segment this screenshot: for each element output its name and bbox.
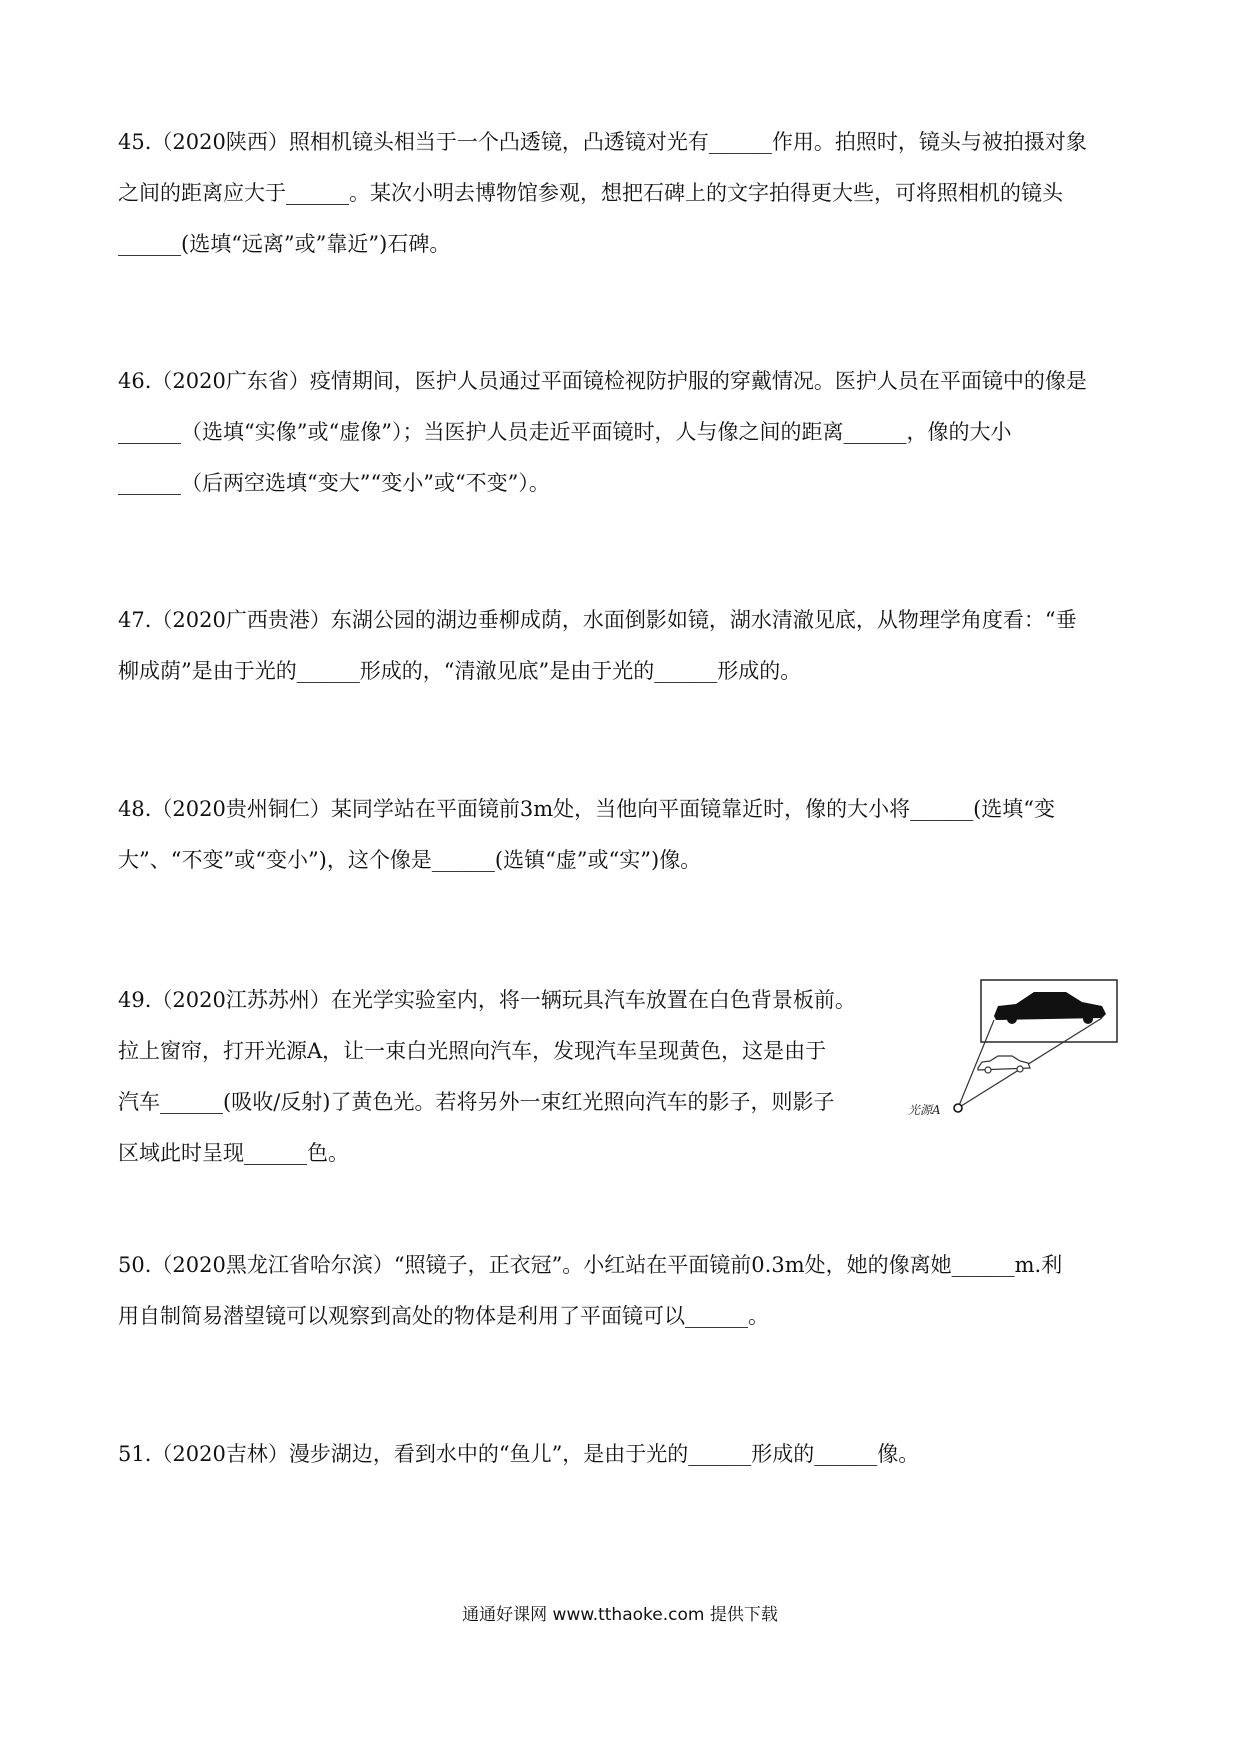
question-line: 之间的距离应大于______。某次小明去博物馆参观，想把石碑上的文字拍得更大些，可将照相机的镜头	[118, 181, 1063, 205]
question-line: 大”、“不变”或“变小”)，这个像是______(选镇“虚”或“实”)像。	[118, 848, 702, 872]
question-48	[118, 784, 1128, 886]
light-source-label: 光源A	[908, 1103, 941, 1117]
light-source-icon	[954, 1104, 962, 1112]
footer-credit: 通通好课网 www.tthaoke.com 提供下载	[462, 1605, 778, 1625]
question-line: ______（后两空选填“变大”“变小”或“不变”）。	[118, 471, 550, 495]
question-line: 拉上窗帘，打开光源A，让一束白光照向汽车，发现汽车呈现黄色，这是由于	[118, 1039, 827, 1063]
light-ray	[958, 1018, 1102, 1108]
question-line: 50.（2020黑龙江省哈尔滨）“照镜子，正衣冠”。小红站在平面镜前0.3m处，她的像离她______m.利	[118, 1253, 1063, 1277]
question-50	[118, 1240, 1128, 1342]
question-47	[118, 595, 1128, 697]
question-51	[118, 1429, 1128, 1480]
question-line: 51.（2020吉林）漫步湖边，看到水中的“鱼儿”，是由于光的______形成的______像。	[118, 1442, 920, 1466]
question-line: 49.（2020江苏苏州）在光学实验室内，将一辆玩具汽车放置在白色背景板前。	[118, 988, 856, 1012]
question-line: 47.（2020广西贵港）东湖公园的湖边垂柳成荫，水面倒影如镜，湖水清澈见底，从物理学角度看：“垂	[118, 608, 1077, 632]
question-line: 汽车______(吸收/反射)了黄色光。若将另外一束红光照向汽车的影子，则影子	[118, 1090, 835, 1114]
question-line: 柳成荫”是由于光的______形成的，“清澈见底”是由于光的______形成的。	[118, 659, 802, 683]
question-46	[118, 356, 1128, 509]
car-light-figure	[906, 978, 1120, 1138]
question-line: 用自制简易潜望镜可以观察到高处的物体是利用了平面镜可以______。	[118, 1304, 769, 1328]
question-49	[118, 975, 888, 1179]
question-line: 45.（2020陕西）照相机镜头相当于一个凸透镜，凸透镜对光有______作用。拍照时，镜头与被拍摄对象	[118, 130, 1087, 154]
question-line: 46.（2020广东省）疫情期间，医护人员通过平面镜检视防护服的穿戴情况。医护人员在平面镜中的像是	[118, 369, 1087, 393]
question-line: ______（选填“实像”或“虚像”）；当医护人员走近平面镜时，人与像之间的距离______，像的大小	[118, 420, 1012, 444]
question-45	[118, 117, 1128, 270]
question-line: 48.（2020贵州铜仁）某同学站在平面镜前3m处，当他向平面镜靠近时，像的大小将______(选填“变	[118, 797, 1056, 821]
question-line: ______(选填“远离”或”靠近”)石碑。	[118, 232, 451, 256]
question-line: 区域此时呈现______色。	[118, 1141, 349, 1165]
